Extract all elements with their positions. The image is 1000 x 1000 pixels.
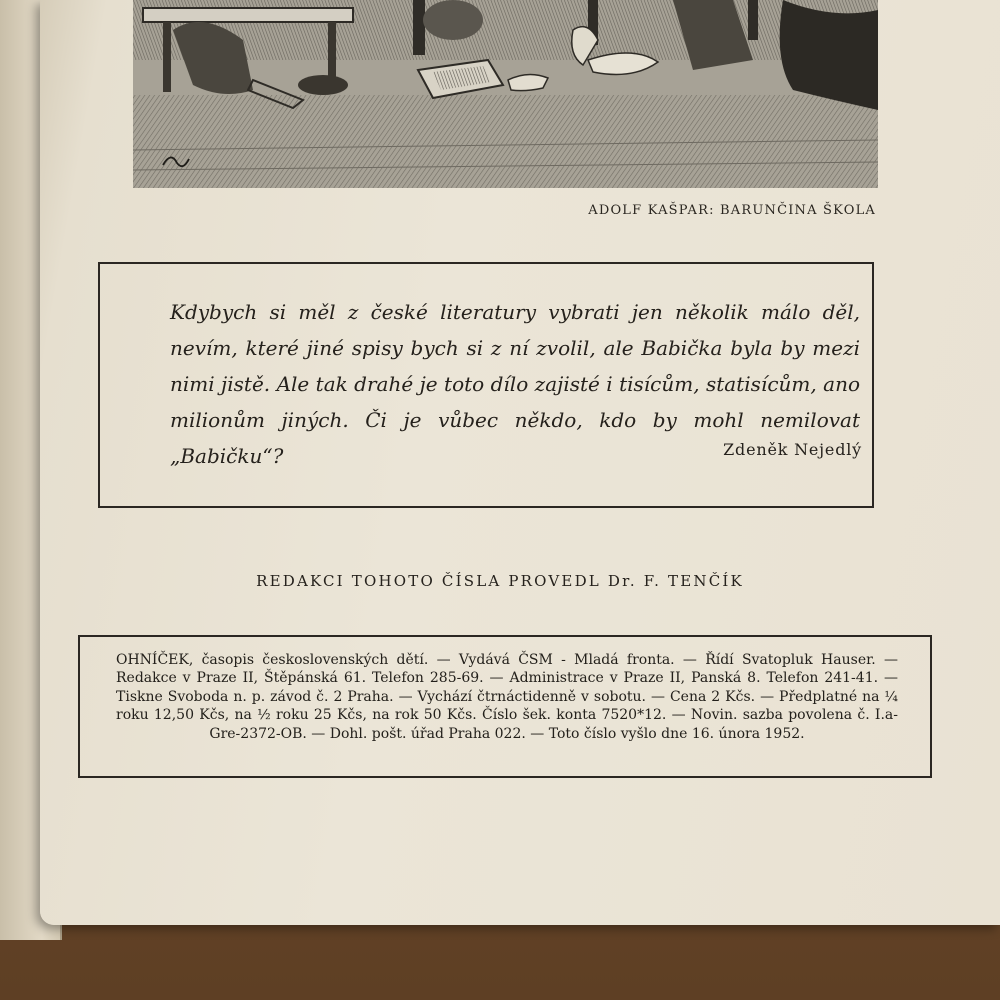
quote-text: Kdybych si měl z české literatury vybrati jen několik málo děl, nevím, které jiné spisy bych si z ní zvolil, ale Babička byla by mezi nimi jistě. Ale tak drahé je toto dílo zajisté i tisícům, statisícům, ano milionům jiných. Či je vůbec někdo, kdo by mohl nemilovat „Babičku“? <box>170 300 860 468</box>
imprint-box <box>78 635 932 778</box>
engraving-scene <box>133 0 878 188</box>
illustration-caption: ADOLF KAŠPAR: BARUNČINA ŠKOLA <box>588 203 876 218</box>
quote-box <box>98 262 874 508</box>
engraving-illustration <box>133 0 878 188</box>
editor-credit: REDAKCI TOHOTO ČÍSLA PROVEDL Dr. F. TENČÍK <box>256 572 744 590</box>
imprint-text: OHNÍČEK, časopis československých dětí. — Vydává ČSM - Mladá fronta. — Řídí Svatopluk Hauser. — Redakce v Praze II, Štěpánská 61. Telefon 285-69. — Administrace v Praze II, Panská 8. Telefon 241-41. — Tiskne Svoboda n. p. závod č. 2 Praha. — Vychází čtrnáctidenně v sobotu. — Cena 2 Kčs. — Předplatné na ¼ roku 12,50 Kčs, na ½ roku 25 Kčs, na rok 50 Kčs. Číslo šek. konta 7520*12. — Novin. sazba povolena č. I.a-Gre-2372-OB. — Dohl. pošt. úřad Praha 022. — Toto číslo vyšlo dne 16. února 1952. <box>116 652 898 742</box>
quote-author: Zdeněk Nejedlý <box>723 440 862 459</box>
